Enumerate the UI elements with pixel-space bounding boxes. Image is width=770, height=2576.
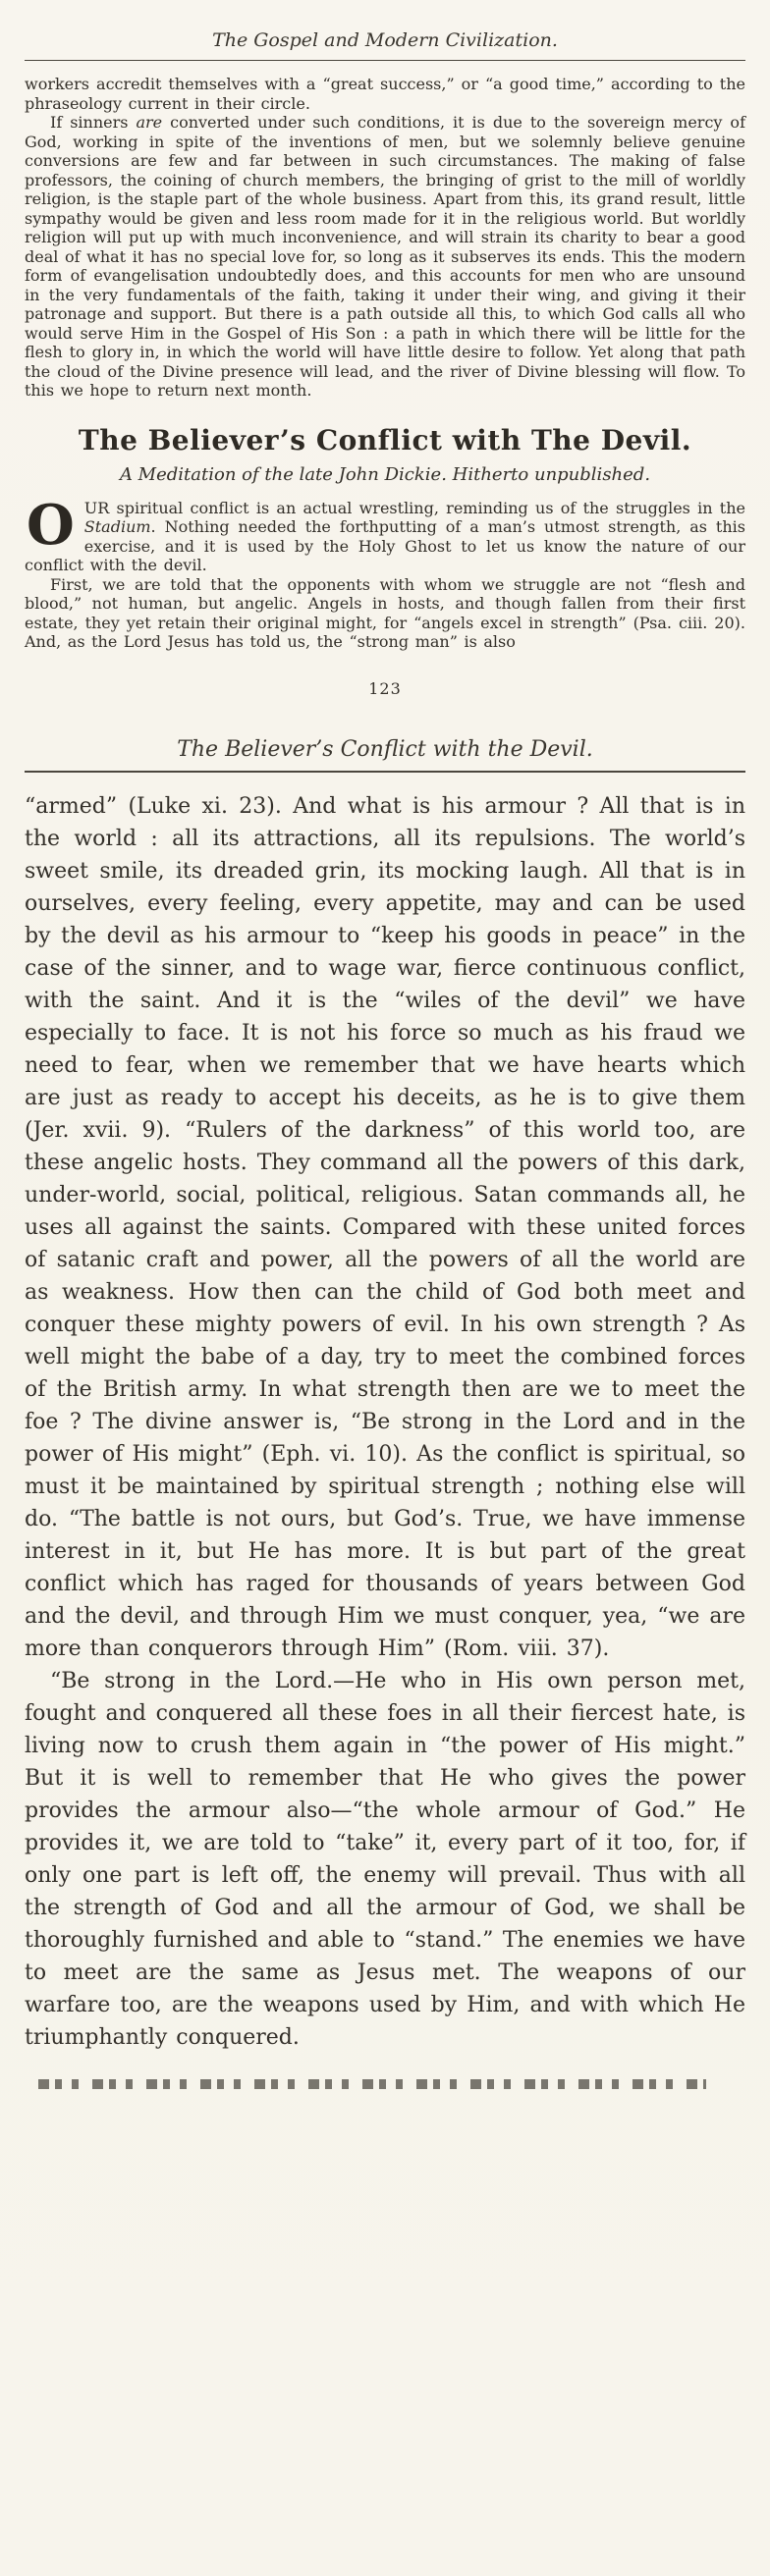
article-body-text (25, 575, 745, 652)
cutoff-glyph-tops (38, 2079, 706, 2089)
article-title: The Believer’s Conflict with The Devil. (78, 423, 692, 456)
page1-running-head: The Gospel and Modern Civilization. (212, 29, 558, 51)
page-number: 123 (368, 678, 402, 698)
article-subtitle: A Meditation of the late John Dickie. Hitherto unpublished. (119, 463, 651, 485)
cutoff-next-page-line (38, 2079, 706, 2089)
page2-header-rule (25, 771, 745, 773)
article-opening (25, 492, 745, 575)
page-1 (0, 0, 770, 698)
page2-body-text (25, 790, 745, 2054)
paragraph: If sinners are converted under such conditions, it is due to the sovereign mercy of God, working in spite of the inventions of men, but we solemnly believe genuine conversions are few and far between in such circumstances. The making of false professors, the coining of church members, the bringing of grist to the mill of worldly religion, is the staple part of the whole business. Apart from this, its grand result, little sympathy would be given and less room made for it in the religious world. But worldly religion will put up with much inconvenience, and will strain its charity to bear a good deal of what it has no special love for, so long as it subserves its ends. This the modern form of evangelisation undoubtedly does, and this accounts for men who are unsound in the very fundamentals of the faith, taking it under their wing, and giving it their patronage and support. But there is a path outside all this, to which God calls all who would serve Him in the Gospel of His Son : a path in which there will be little for the flesh to glory in, in which the world will have little desire to follow. Yet along that path the cloud of the Divine presence will lead, and the river of Divine blessing will flow. To this we hope to return next month. (25, 113, 745, 400)
paragraph: “armed” (Luke xi. 23). And what is his armour ? All that is in the world : all its attractions, all its repulsions. The world’s sweet smile, its dreaded grin, its mocking laugh. All that is in ourselves, every feeling, every appetite, may and can be used by the devil as his armour to “keep his goods in peace” in the case of the sinner, and to wage war, fierce continuous conflict, with the saint. And it is the “wiles of the devil” we have especially to face. It is not his force so much as his fraud we need to fear, when we remember that we have hearts which are just as ready to accept his deceits, as he is to give them (Jer. xvii. 9). “Rulers of the darkness” of this world too, are these angelic hosts. They command all the powers of this dark, under-world, social, political, religious. Satan commands all, he uses all against the saints. Compared with these united forces of satanic craft and power, all the powers of all the world are as weakness. How then can the child of God both meet and conquer these mighty powers of evil. In his own strength ? As well might the babe of a day, try to meet the combined forces of the British army. In what strength then are we to meet the foe ? The divine answer is, “Be strong in the Lord and in the power of His might” (Eph. vi. 10). As the conflict is spiritual, so must it be maintained by spiritual strength ; nothing else will do. “The battle is not ours, but God’s. True, we have immense interest in it, but He has more. It is but part of the great conflict which has raged for thousands of years between God and the devil, and through Him we must conquer, yea, “we are more than conquerors through Him” (Rom. viii. 37). (25, 793, 745, 1661)
page1-header-rule (25, 60, 745, 61)
page1-body-text (25, 75, 745, 401)
page2-running-head: The Believer’s Conflict with the Devil. (177, 736, 593, 762)
paragraph: “Be strong in the Lord.—He who in His own person met, fought and conquered all these foes in all their fiercest hate, is living now to crush them again in “the power of His might.” But it is well to remember that He who gives the power provides the armour also—“the whole armour of God.” He provides it, we are told to “take” it, every part of it too, for, if only one part is left off, the enemy will prevail. Thus with all the strength of God and all the armour of God, we shall be thoroughly furnished and able to “stand.” The enemies we have to meet are the same as Jesus met. The weapons of our warfare too, are the weapons used by Him, and with which He triumphantly conquered. (25, 1668, 745, 2050)
page-2 (0, 704, 770, 2089)
dropcap-initial: O (27, 492, 75, 558)
article-opening-paragraph: UR spiritual conflict is an actual wrestling, reminding us of the struggles in the Stadium. Nothing needed the forthputting of a man’s utmost strength, as this exercise, and it is used by the Holy Ghost to let us know the nature of our conflict with the devil. (25, 498, 745, 574)
paragraph: workers accredit themselves with a “great success,” or “a good time,” according to the phraseology current in their circle. (25, 75, 745, 113)
paragraph: First, we are told that the opponents with whom we struggle are not “flesh and blood,” not human, but angelic. Angels in hosts, and though fallen from their first estate, they yet retain their original might, for “angels excel in strength” (Psa. ciii. 20). And, as the Lord Jesus has told us, the “strong man” is also (25, 574, 745, 651)
